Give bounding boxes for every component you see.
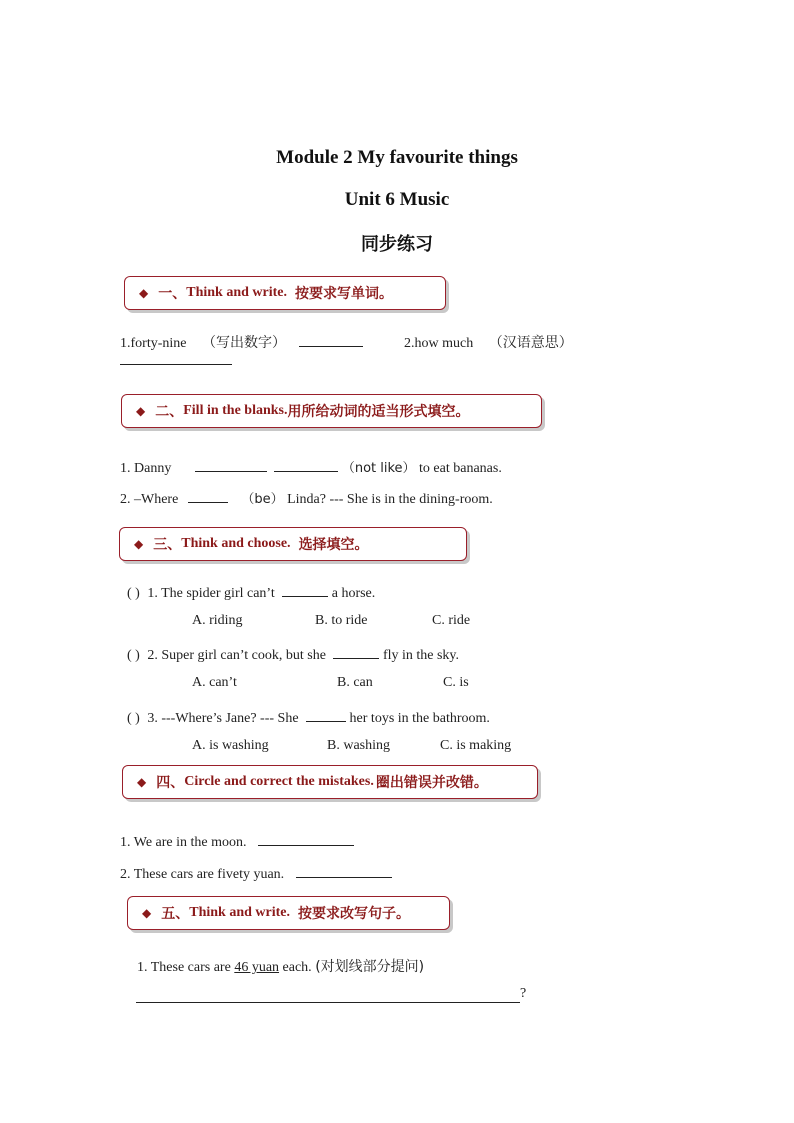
s4-question-1: 1. We are in the moon. xyxy=(120,831,354,851)
s3-question-1: ( ) 1. The spider girl can’t a horse. xyxy=(127,582,375,602)
diamond-icon: ◆ xyxy=(134,537,144,551)
section-1-number: 一、 xyxy=(158,286,187,302)
s3-q3-option-a: A. is washing xyxy=(192,738,269,753)
answer-blank[interactable] xyxy=(195,457,267,472)
s2-question-2: 2. –Where （be） Linda? --- She is in the dining-room. xyxy=(120,488,493,508)
answer-line[interactable] xyxy=(136,986,520,1003)
section-4-header xyxy=(122,765,538,799)
question-mark: ? xyxy=(520,986,527,1001)
s1-question-1: 1.forty-nine （写出数字） xyxy=(120,332,363,352)
s3-q1-option-a: A. riding xyxy=(192,613,243,628)
section-4-cn: 圈出错误并改错。 xyxy=(375,775,488,791)
section-5-header xyxy=(127,896,450,930)
section-4-number: 四、 xyxy=(156,775,185,791)
s3-q2-option-c: C. is xyxy=(443,675,469,690)
section-2-header xyxy=(121,394,542,428)
s3-q3-option-b: B. washing xyxy=(327,738,390,753)
section-3-en: Think and choose. xyxy=(181,536,291,551)
answer-blank[interactable] xyxy=(306,707,346,722)
underlined-part: 46 yuan xyxy=(234,960,280,975)
answer-blank[interactable] xyxy=(258,831,354,846)
section-1-en: Think and write. xyxy=(186,285,287,300)
s3-q3-option-c: C. is making xyxy=(440,738,512,753)
s1-question-2: 2.how much （汉语意思） xyxy=(404,335,573,351)
s3-q2-option-a: A. can’t xyxy=(192,675,237,690)
s5-question-1: 1. These cars are 46 yuan each. (对划线部分提问) xyxy=(137,959,425,975)
s3-question-2: ( ) 2. Super girl can’t cook, but she fly in the sky. xyxy=(127,644,459,664)
section-1-cn: 按要求写单词。 xyxy=(294,286,393,302)
section-2-cn: 用所给动词的适当形式填空。 xyxy=(287,404,470,420)
section-1-header xyxy=(124,276,446,310)
s3-question-3: ( ) 3. ---Where’s Jane? --- She her toys in the bathroom. xyxy=(127,707,490,727)
answer-blank[interactable] xyxy=(296,863,392,878)
diamond-icon: ◆ xyxy=(142,906,152,920)
section-5-number: 五、 xyxy=(161,906,190,922)
module-title: Module 2 My favourite things xyxy=(276,147,518,168)
answer-blank[interactable] xyxy=(282,582,328,597)
diamond-icon: ◆ xyxy=(139,286,149,300)
answer-blank[interactable] xyxy=(120,364,232,365)
answer-blank[interactable] xyxy=(299,332,363,347)
section-5-cn: 按要求改写句子。 xyxy=(297,906,410,922)
answer-blank[interactable] xyxy=(333,644,379,659)
s3-q1-option-b: B. to ride xyxy=(315,613,368,628)
answer-paren[interactable]: ( ) xyxy=(127,648,140,663)
diamond-icon: ◆ xyxy=(137,775,147,789)
answer-blank[interactable] xyxy=(274,457,338,472)
s4-question-2: 2. These cars are fivety yuan. xyxy=(120,863,392,883)
practice-title: 同步练习 xyxy=(361,234,433,255)
unit-title: Unit 6 Music xyxy=(344,189,450,210)
section-3-cn: 选择填空。 xyxy=(298,537,369,553)
diamond-icon: ◆ xyxy=(136,404,146,418)
s2-question-1: 1. Danny （not like） to eat bananas. xyxy=(120,457,502,477)
section-2-number: 二、 xyxy=(155,404,184,420)
section-5-en: Think and write. xyxy=(189,905,290,920)
section-3-header xyxy=(119,527,467,561)
section-4-en: Circle and correct the mistakes. xyxy=(184,774,374,789)
answer-paren[interactable]: ( ) xyxy=(127,711,140,726)
answer-blank[interactable] xyxy=(188,488,228,503)
section-2-en: Fill in the blanks. xyxy=(183,403,288,418)
s3-q2-option-b: B. can xyxy=(337,675,373,690)
s3-q1-option-c: C. ride xyxy=(432,613,471,628)
section-3-number: 三、 xyxy=(153,537,182,553)
answer-paren[interactable]: ( ) xyxy=(127,586,140,601)
